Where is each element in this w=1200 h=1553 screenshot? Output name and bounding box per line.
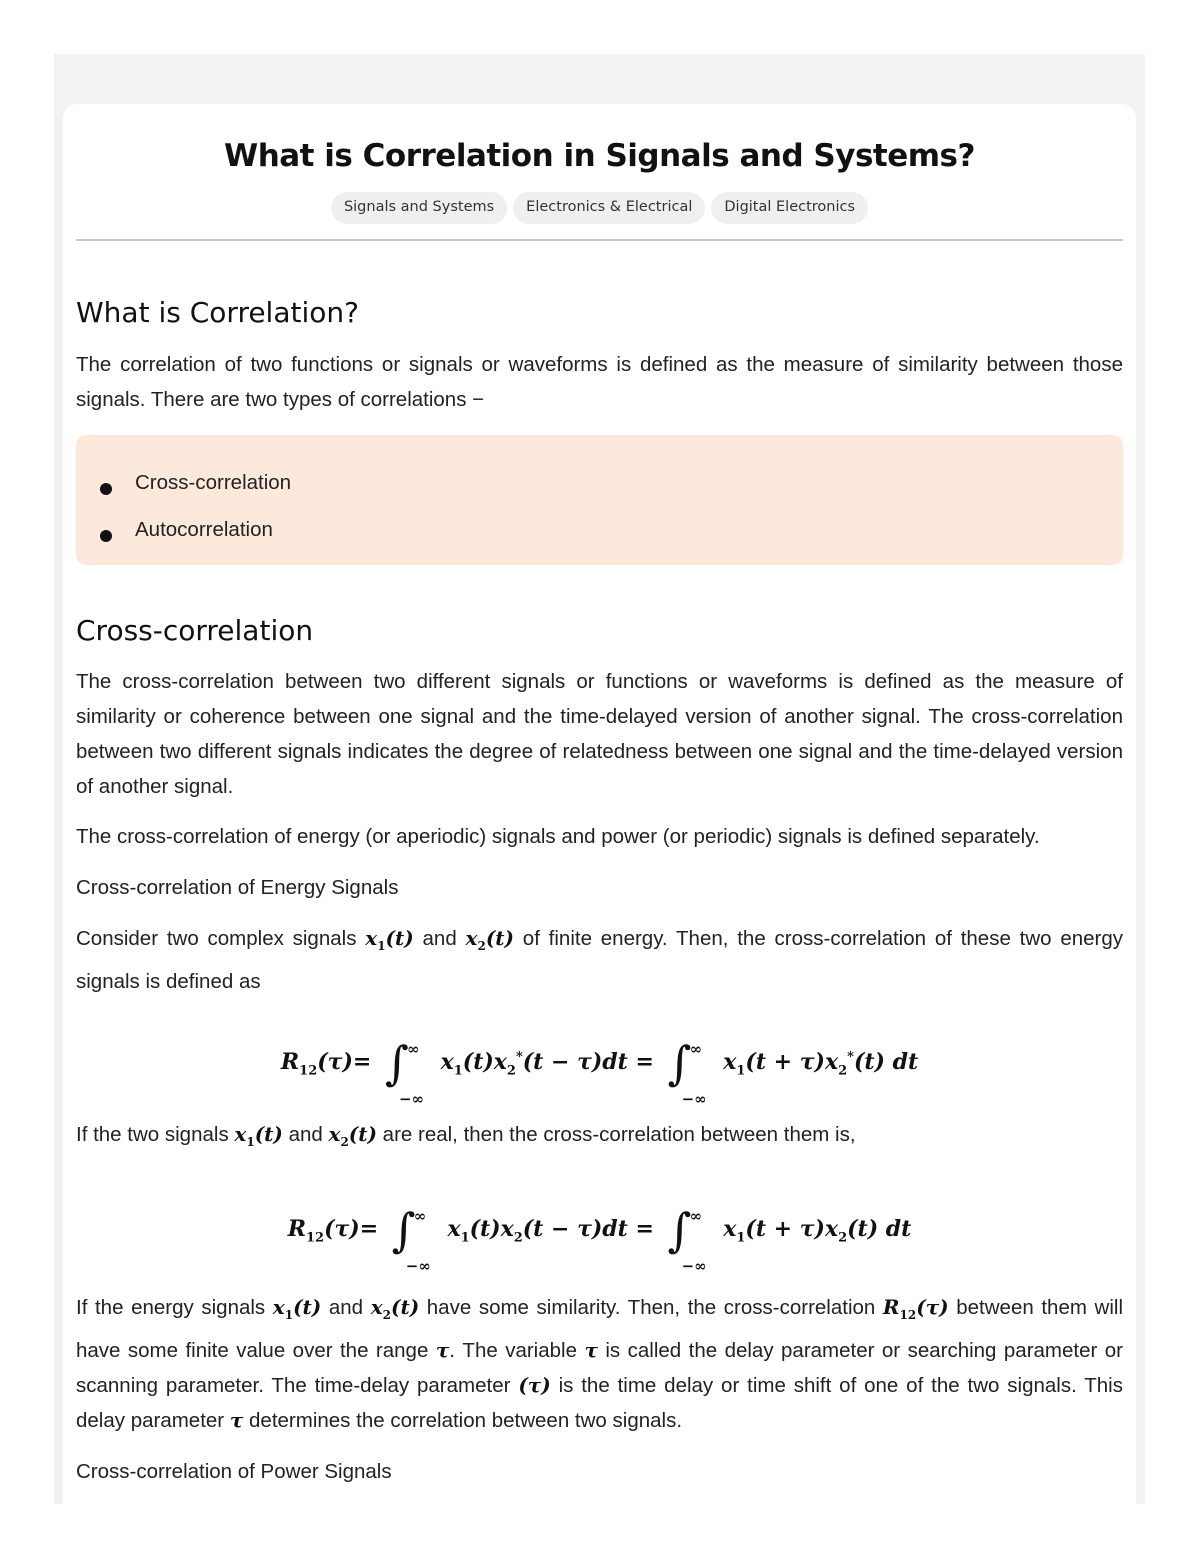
subheading-power-signals: Cross-correlation of Power Signals: [76, 1460, 392, 1483]
cross-correlation-paragraph: The cross-correlation between two different signals or functions or waveforms is defined as the measure of similarity or coherence between one signal and the time-delayed version of another signal. The cross-correlation between two different signals indicates the degree of relatedness between one signal and the time-delayed version of another signal.: [76, 670, 1123, 798]
math-tau: τ: [435, 1338, 450, 1362]
real-signals-paragraph: If the two signals $x_1(t)$ and $x_2(t)$ are real, then the cross-correlation between them is,: [76, 1122, 856, 1149]
list-item: Autocorrelation: [98, 506, 291, 553]
math-x1t: $x_1(t)$: [272, 1295, 322, 1322]
complex-signals-paragraph: Consider two complex signals $x_1(t)$ and $x_2(t)$ of finite energy. Then, the cross-correlation of these two energy signals is defined as: [76, 926, 1124, 993]
section-heading-correlation: What is Correlation?: [76, 296, 359, 329]
equation-real-cross-correlation: $R_{12}(\tau)=$ ∫ ∞ −∞ $x_1(t)x_2(t - \tau)dt$ = ∫ ∞ −∞ $x_1(t + \tau)x_2(t)$ dt: [287, 1203, 912, 1275]
correlation-paragraph: The correlation of two functions or signals or waveforms is defined as the measure of similarity between those signals. There are two types of correlations −: [76, 353, 1123, 411]
subheading-energy-signals: Cross-correlation of Energy Signals: [76, 876, 399, 899]
math-tau: τ: [584, 1338, 598, 1362]
energy-power-paragraph: The cross-correlation of energy (or aperiodic) signals and power (or periodic) signals is defined separately.: [76, 825, 1040, 848]
section-heading-cross-correlation: Cross-correlation: [76, 614, 314, 647]
equation-complex-cross-correlation: $R_{12}(\tau)=$ ∫ ∞ −∞ $x_1(t)x_2^*(t - \tau)dt$ = ∫ ∞ −∞ $x_1(t + \tau)x_2^*(t)$ dt: [280, 1036, 919, 1108]
integral-symbol: ∫ ∞ −∞: [384, 1036, 425, 1108]
math-x2t: $x_2(t)$: [465, 926, 514, 953]
tag-signals-and-systems[interactable]: Signals and Systems: [331, 192, 507, 224]
math-x2t: $x_2(t)$: [370, 1295, 420, 1322]
tag-list: [76, 192, 1123, 224]
bullet-icon: [100, 483, 112, 495]
math-tau-paren: (τ): [518, 1373, 551, 1397]
tag-electronics-electrical[interactable]: Electronics & Electrical: [513, 192, 705, 224]
similarity-paragraph: If the energy signals $x_1(t)$ and $x_2(t)$ have some similarity. Then, the cross-correlation $R_{12}(\tau)$ between them will have some finite value over the range τ. The variable τ is called the delay parameter or searching parameter or scanning parameter. The time-delay parameter (τ) is the time delay or time shift of one of the two signals. This delay parameter τ determines the correlation between two signals.: [76, 1295, 1124, 1432]
math-r12-tau: $R_{12}(\tau)$: [882, 1295, 949, 1322]
page-title: What is Correlation in Signals and Systems?: [224, 138, 975, 174]
title-divider: [76, 239, 1123, 241]
bullet-icon: [100, 530, 112, 542]
article-card: [63, 104, 1136, 1504]
integral-symbol: ∫ ∞ −∞: [667, 1203, 707, 1275]
math-x1t: $x_1(t)$: [234, 1122, 283, 1149]
list-item: Cross-correlation: [98, 459, 291, 506]
article-body: [76, 104, 1123, 1489]
math-x1t: $x_1(t)$: [365, 926, 414, 953]
math-x2t: $x_2(t)$: [328, 1122, 377, 1149]
tag-digital-electronics[interactable]: Digital Electronics: [711, 192, 868, 224]
math-tau: τ: [229, 1408, 244, 1432]
integral-symbol: ∫ ∞ −∞: [667, 1036, 707, 1108]
integral-symbol: ∫ ∞ −∞: [391, 1203, 431, 1275]
correlation-types-box: [76, 435, 1123, 565]
